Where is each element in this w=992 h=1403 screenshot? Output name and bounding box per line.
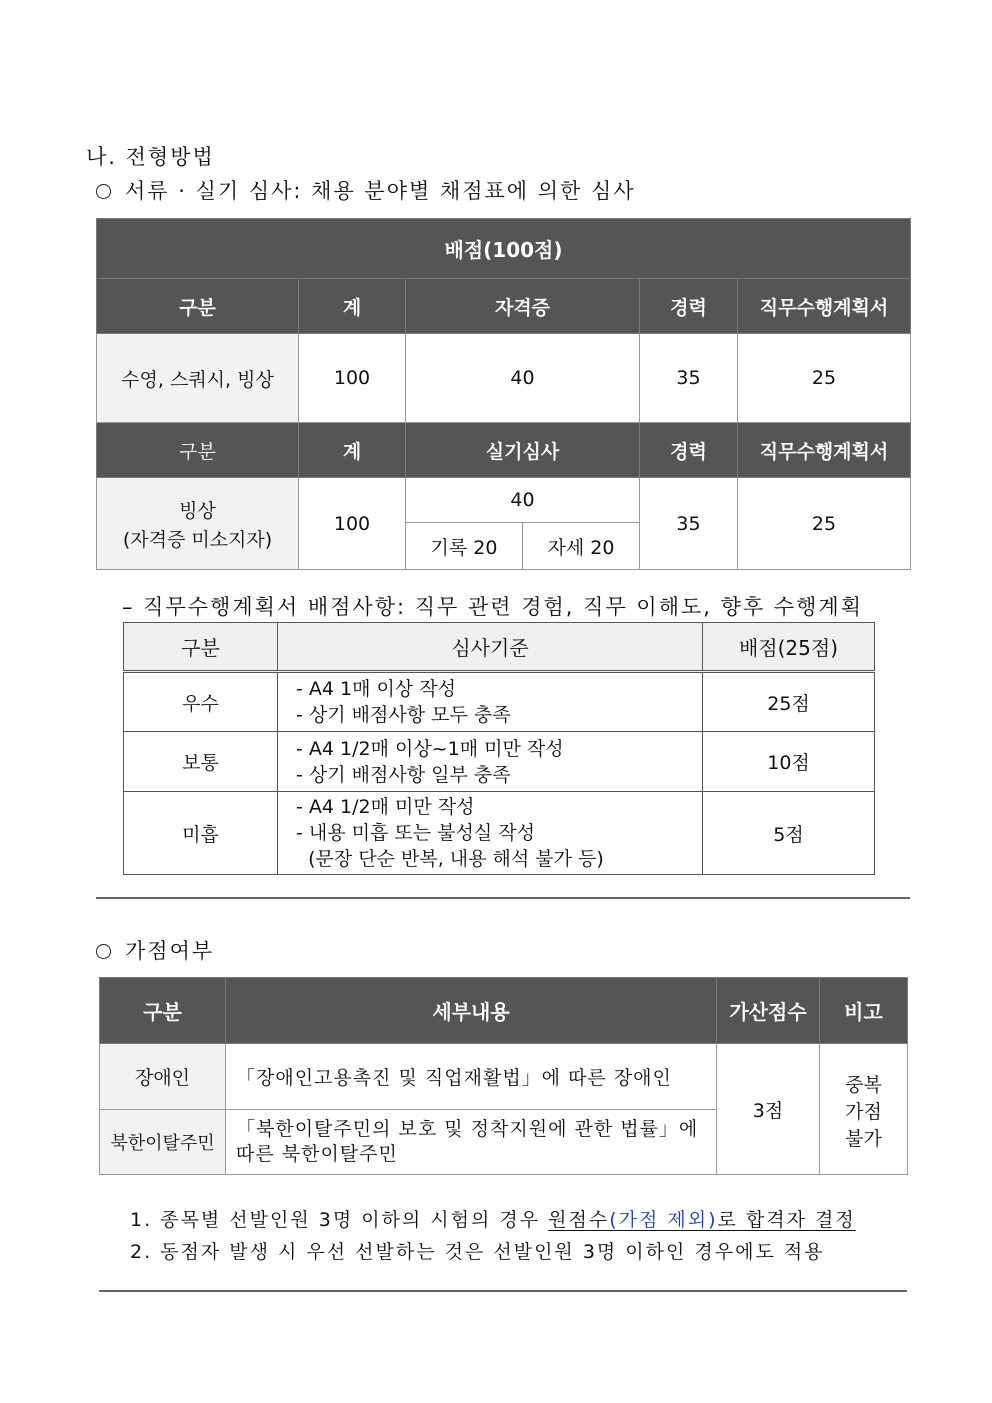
row1-career: 35: [640, 334, 738, 423]
row2-posture: 자세 20: [523, 523, 640, 570]
plan-header-grade: 구분: [124, 623, 278, 672]
divider: [96, 897, 910, 899]
bonus-header-points: 가산점수: [717, 978, 820, 1044]
bonus-table: [99, 977, 908, 1175]
row1-total: 100: [299, 334, 406, 423]
row1-plan: 25: [738, 334, 911, 423]
header2-career: 경력: [640, 423, 738, 478]
header2-practical: 실기심사: [406, 423, 640, 478]
plan-criteria-poor: - A4 1/2매 미만 작성 - 내용 미흡 또는 불성실 작성 (문장 단순 반복, 내용 해석 불가 등): [278, 792, 703, 875]
plan-grade-poor: 미흡: [124, 792, 278, 875]
row2-practical: 40: [406, 478, 640, 523]
row2-record: 기록 20: [406, 523, 523, 570]
bonus-detail-defector: 「북한이탈주민의 보호 및 정착지원에 관한 법률」에 따른 북한이탈주민: [226, 1110, 717, 1175]
bonus-note: 중복 가점 불가: [820, 1044, 908, 1175]
document-review-item: 서류 · 실기 심사: 채용 분야별 채점표에 의한 심사: [96, 175, 636, 205]
bonus-header-category: 구분: [100, 978, 226, 1044]
header-total: 계: [299, 279, 406, 334]
row2-total: 100: [299, 478, 406, 570]
header-certificate: 자격증: [406, 279, 640, 334]
plan-score-excellent: 25점: [703, 672, 875, 732]
header2-total: 계: [299, 423, 406, 478]
circle-bullet-icon: [96, 184, 111, 199]
section-title: 나. 전형방법: [86, 145, 215, 169]
plan-score-average: 10점: [703, 732, 875, 792]
bonus-header-detail: 세부내용: [226, 978, 717, 1044]
plan-grade-excellent: 우수: [124, 672, 278, 732]
score-table: [96, 218, 911, 570]
bonus-header-note: 비고: [820, 978, 908, 1044]
plan-header-criteria: 심사기준: [278, 623, 703, 672]
row1-certificate: 40: [406, 334, 640, 423]
plan-score-table: [123, 622, 875, 875]
header-career: 경력: [640, 279, 738, 334]
bonus-detail-disabled: 「장애인고용촉진 및 직업재활법」에 따른 장애인: [226, 1044, 717, 1110]
plan-note: – 직무수행계획서 배점사항: 직무 관련 경험, 직무 이해도, 향후 수행계획: [122, 595, 864, 619]
header-category: 구분: [97, 279, 299, 334]
circle-bullet-icon: [96, 944, 111, 959]
bonus-category-disabled: 장애인: [100, 1044, 226, 1110]
score-table-title: 배점(100점): [97, 219, 911, 279]
bonus-points: 3점: [717, 1044, 820, 1175]
plan-criteria-excellent: - A4 1매 이상 작성 - 상기 배점사항 모두 충족: [278, 672, 703, 732]
header-plan: 직무수행계획서: [738, 279, 911, 334]
bonus-item: 가점여부: [96, 935, 214, 965]
divider: [99, 1290, 907, 1292]
row1-category: 수영, 스쿼시, 빙상: [97, 334, 299, 423]
plan-grade-average: 보통: [124, 732, 278, 792]
note-2: 2. 동점자 발생 시 우선 선발하는 것은 선발인원 3명 이하인 경우에도 적용: [130, 1241, 825, 1263]
plan-score-poor: 5점: [703, 792, 875, 875]
header2-plan: 직무수행계획서: [738, 423, 911, 478]
row2-career: 35: [640, 478, 738, 570]
row2-plan: 25: [738, 478, 911, 570]
row2-category: 빙상 (자격증 미소지자): [97, 478, 299, 570]
header2-category: 구분: [97, 423, 299, 478]
plan-criteria-average: - A4 1/2매 이상~1매 미만 작성 - 상기 배점사항 일부 충족: [278, 732, 703, 792]
plan-header-score: 배점(25점): [703, 623, 875, 672]
note-1: 1. 종목별 선발인원 3명 이하의 시험의 경우 원점수(가점 제외)로 합격자 결정: [130, 1209, 856, 1231]
bonus-category-defector: 북한이탈주민: [100, 1110, 226, 1175]
